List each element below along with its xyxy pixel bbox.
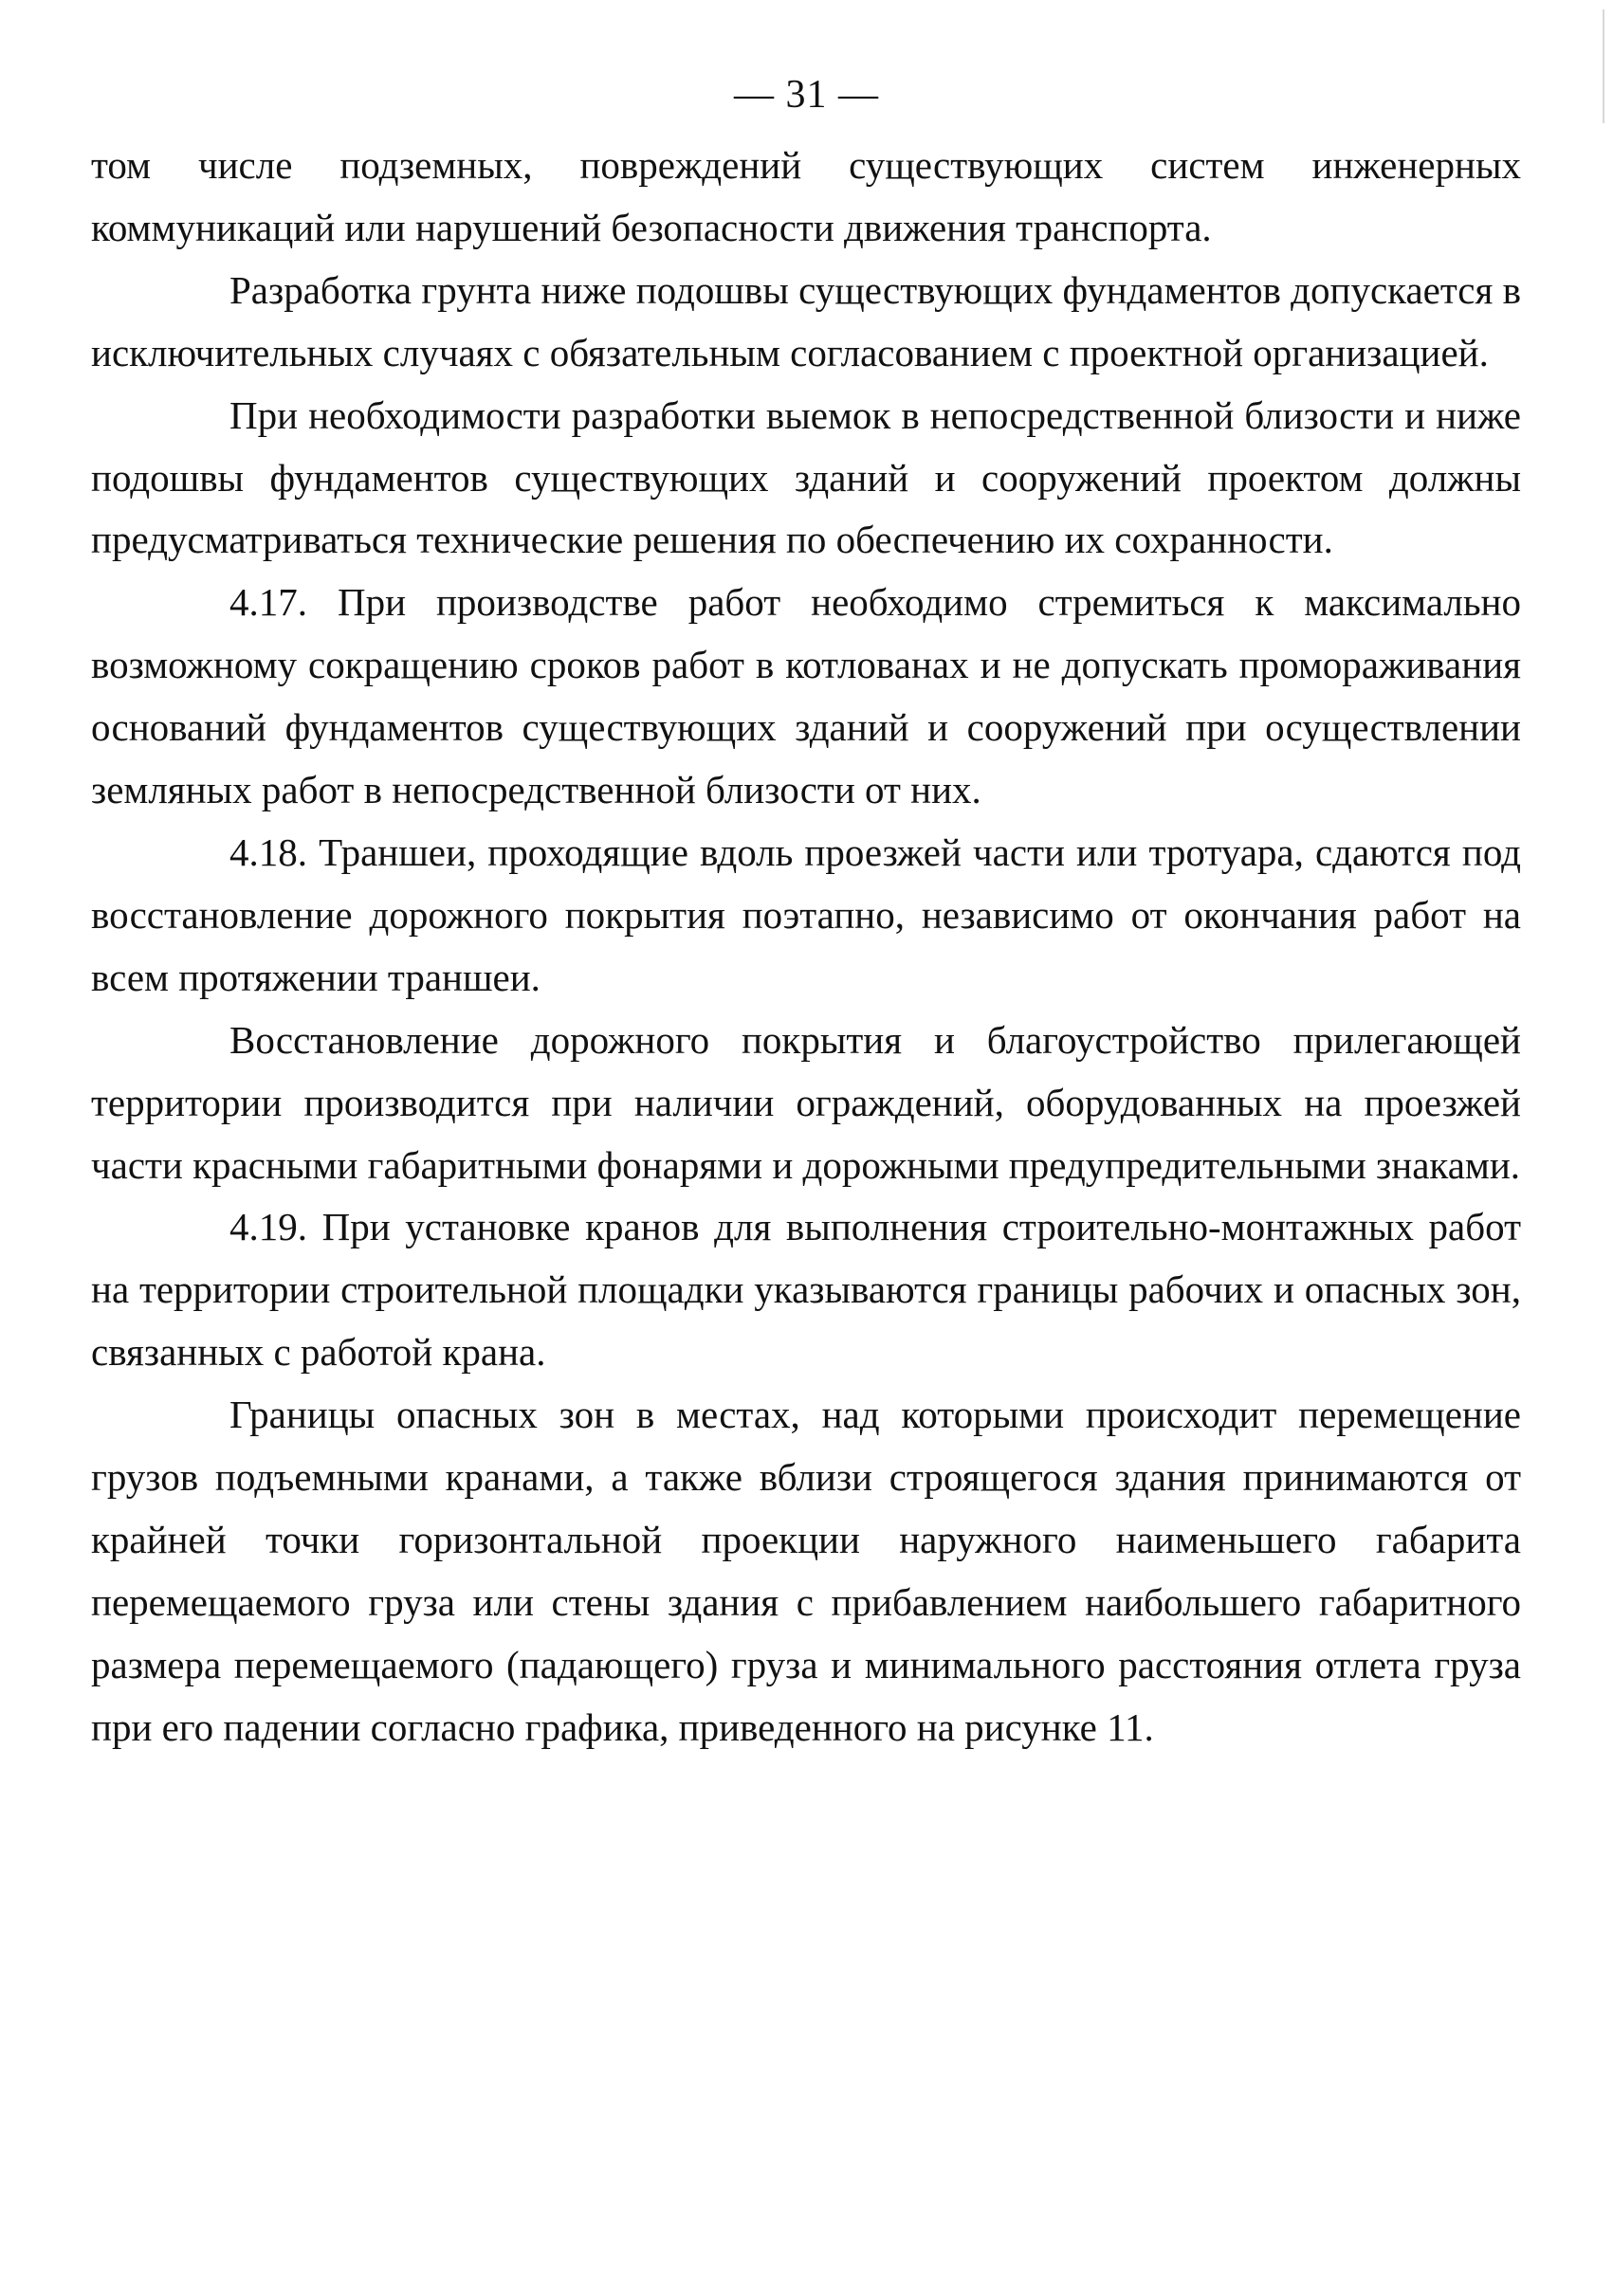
paragraph-excavation-near-foundations: При необходимости разработки выемок в непосредственной близости и ниже подошвы фундаментов существующих зданий и сооружений проектом должны предусматриваться технические решения по обеспечению их сохранности. xyxy=(91,392,1521,562)
paragraph-soil-excavation: Разработка грунта ниже подошвы существующих фундаментов допускается в исключительных случаях с обязательным согласованием с проектной организацией. xyxy=(91,267,1521,374)
paragraph-4-17: 4.17. При производстве работ необходимо стремиться к максимально возможному сокращению сроков работ в котлованах и не допускать промораживания оснований фундаментов существующих зданий и сооружений при осуществлении земляных работ в непосредственной близости от них. xyxy=(91,580,1521,812)
paragraph-continuation: том числе подземных, повреждений существующих систем инженерных коммуникаций или нарушений безопасности движения транспорта. xyxy=(91,143,1521,249)
paragraph-road-restoration: Восстановление дорожного покрытия и благоустройство прилегающей территории производится при наличии ограждений, оборудованных на проезжей части красными габаритными фонарями и дорожными предупредительными знаками. xyxy=(91,1017,1521,1187)
paragraph-4-18: 4.18. Траншеи, проходящие вдоль проезжей части или тротуара, сдаются под восстановление дорожного покрытия поэтапно, независимо от окончания работ на всем протяжении траншеи. xyxy=(91,829,1521,999)
body-text xyxy=(91,135,1521,1759)
paragraph-4-19: 4.19. При установке кранов для выполнения строительно-монтажных работ на территории строительной площадки указываются границы рабочих и опасных зон, связанных с работой крана. xyxy=(91,1205,1521,1375)
page-number: — 31 — xyxy=(734,73,879,117)
paragraph-danger-zone-boundaries: Границы опасных зон в местах, над которыми происходит перемещение грузов подъемными кранами, а также вблизи строящегося здания принимаются от крайней точки горизонтальной проекции наружного наименьшего габарита перемещаемого груза или стены здания с прибавлением наибольшего габаритного размера перемещаемого (падающего) груза и минимального расстояния отлета груза при его падении согласно графика, приведенного на рисунке 11. xyxy=(91,1393,1521,1749)
scan-edge-artifact xyxy=(1603,9,1604,123)
